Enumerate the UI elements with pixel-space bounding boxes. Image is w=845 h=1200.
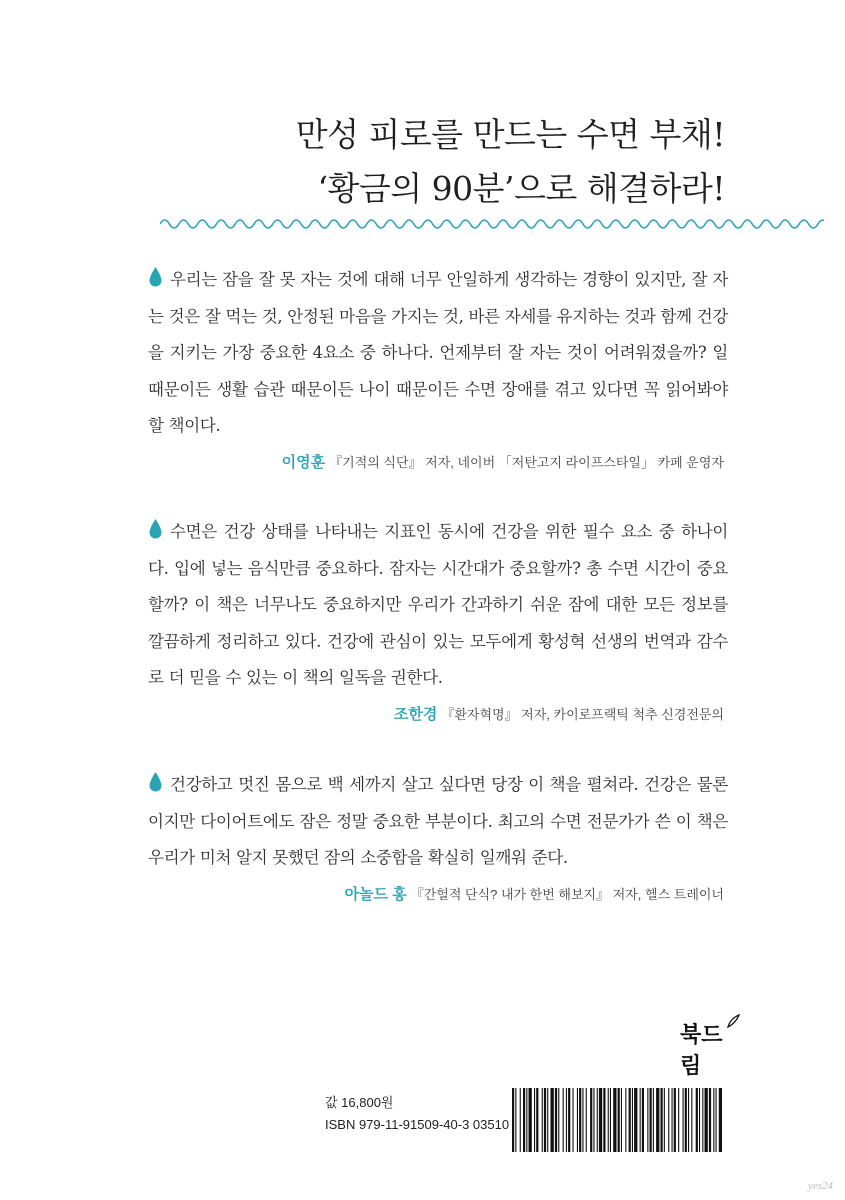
barcode-bar [551, 1088, 554, 1152]
barcode-bar [632, 1088, 633, 1152]
endorsement-author: 조한경 [393, 705, 438, 723]
barcode-bar [719, 1088, 722, 1152]
barcode-bar [713, 1088, 714, 1152]
barcode-bar [547, 1088, 548, 1152]
barcode-bar [597, 1088, 598, 1152]
barcode-bar [512, 1088, 514, 1152]
barcode-bar [664, 1088, 665, 1152]
barcode-bar [529, 1088, 532, 1152]
endorsement-affiliation: 『간헐적 단식? 내가 한번 해보지』 저자, 헬스 트레이너 [410, 886, 724, 902]
barcode-bar [558, 1088, 559, 1152]
feather-icon [726, 1014, 740, 1028]
price-label: 값 16,800원 [325, 1095, 394, 1110]
barcode-bar [678, 1088, 679, 1152]
barcode-bar [586, 1088, 587, 1152]
barcode-bar [705, 1088, 708, 1152]
barcode-bar [621, 1088, 622, 1152]
barcode-bar [699, 1088, 700, 1152]
barcode-bar [599, 1088, 602, 1152]
barcode-bar [661, 1088, 663, 1152]
barcode-bar [702, 1088, 703, 1152]
price-block [325, 1092, 509, 1136]
barcode-bar [579, 1088, 581, 1152]
isbn-label: ISBN 979-11-91509-40-3 03510 [325, 1117, 510, 1132]
headline [296, 108, 725, 216]
barcode [512, 1088, 722, 1152]
barcode-bar [672, 1088, 673, 1152]
barcode-bar [716, 1088, 717, 1152]
barcode-bar [515, 1088, 516, 1152]
barcode-bar [696, 1088, 698, 1152]
barcode-bar [590, 1088, 592, 1152]
barcode-bar [603, 1088, 605, 1152]
endorsement-text: 수면은 건강 상태를 나타내는 지표인 동시에 건강을 위한 필수 요소 중 하나이다. 입에 넣는 음식만큼 중요하다. 잠자는 시간대가 중요할까? 총 수면 시간이 중요할까? 이 책은 너무나도 중요하지만 우리가 간과하기 쉬운 잠에 대한 모든 정보를 깔끔하게 정리하고 있다. 건강에 관심이 있는 모두에게 황성혁 선생의 번역과 감수로 더 믿을 수 있는 이 책의 일독을 권한다. [148, 522, 728, 687]
barcode-bar [691, 1088, 692, 1152]
barcode-bar [688, 1088, 689, 1152]
barcode-bar [555, 1088, 557, 1152]
barcode-bar [610, 1088, 611, 1152]
barcode-bar [683, 1088, 684, 1152]
barcode-bar [625, 1088, 626, 1152]
publisher-logo: 북드림 [680, 1018, 740, 1054]
barcode-bar [674, 1088, 676, 1152]
barcode-bar [629, 1088, 631, 1152]
barcode-bar [536, 1088, 538, 1152]
endorsement-credit [148, 451, 728, 472]
endorsement-1 [148, 262, 728, 472]
barcode-bar [542, 1088, 543, 1152]
barcode-bar [642, 1088, 644, 1152]
endorsement-affiliation: 『기적의 식단』 저자, 네이버 「저탄고지 라이프스타일」 카페 운영자 [329, 454, 724, 470]
barcode-bar [577, 1088, 578, 1152]
endorsement-credit [148, 703, 728, 724]
barcode-bar [568, 1088, 570, 1152]
barcode-bar [534, 1088, 535, 1152]
barcode-bar [653, 1088, 654, 1152]
barcode-bar [656, 1088, 659, 1152]
endorsement-text: 우리는 잠을 잘 못 자는 것에 대해 너무 안일하게 생각하는 경향이 있지만, 잘 자는 것은 잘 먹는 것, 안정된 마음을 가지는 것, 바른 자세를 유지하는 것과 함께 건강을 지키는 가장 중요한 4요소 중 하나다. 언제부터 잘 자는 것이 어려워졌을까? 일 때문이든 생활 습관 때문이든 나이 때문이든 수면 장애를 겪고 있다면 꼭 읽어봐야 할 책이다. [148, 270, 728, 435]
headline-line-2: ‘황금의 90분’으로 해결하라! [317, 169, 725, 208]
barcode-bar [544, 1088, 546, 1152]
endorsement-credit [148, 883, 728, 904]
endorsement-2 [148, 514, 728, 724]
barcode-bar [526, 1088, 527, 1152]
water-drop-icon [148, 266, 163, 288]
water-drop-icon [148, 771, 163, 793]
barcode-bar [563, 1088, 564, 1152]
barcode-bar [566, 1088, 567, 1152]
watermark: yes24 [808, 1180, 834, 1192]
wave-divider [160, 214, 824, 234]
barcode-bar [634, 1088, 637, 1152]
barcode-bar [520, 1088, 521, 1152]
barcode-bar [709, 1088, 711, 1152]
endorsement-author: 아놀드 홍 [344, 885, 407, 903]
barcode-bar [640, 1088, 641, 1152]
barcode-bar [647, 1088, 648, 1152]
endorsement-text: 건강하고 멋진 몸으로 백 세까지 살고 싶다면 당장 이 책을 펼쳐라. 건강은 물론이지만 다이어트에도 잠은 정말 중요한 부분이다. 최고의 수면 전문가가 쓴 이 책은 우리가 미처 알지 못했던 잠의 소중함을 확실히 일깨워 준다. [148, 775, 728, 867]
barcode-bar [608, 1088, 609, 1152]
barcode-bar [573, 1088, 574, 1152]
barcode-bar [523, 1088, 525, 1152]
barcode-bar [650, 1088, 652, 1152]
water-drop-icon [148, 518, 163, 540]
barcode-bar [593, 1088, 594, 1152]
endorsement-3 [148, 767, 728, 904]
endorsement-author: 이영훈 [281, 453, 326, 471]
endorsement-affiliation: 『환자혁명』 저자, 카이로프랙틱 척추 신경전문의 [441, 706, 724, 722]
headline-line-1: 만성 피로를 만드는 수면 부채! [295, 115, 725, 154]
barcode-bar [613, 1088, 616, 1152]
barcode-bar [582, 1088, 583, 1152]
barcode-bar [668, 1088, 669, 1152]
barcode-bar [685, 1088, 687, 1152]
barcode-bar [618, 1088, 620, 1152]
